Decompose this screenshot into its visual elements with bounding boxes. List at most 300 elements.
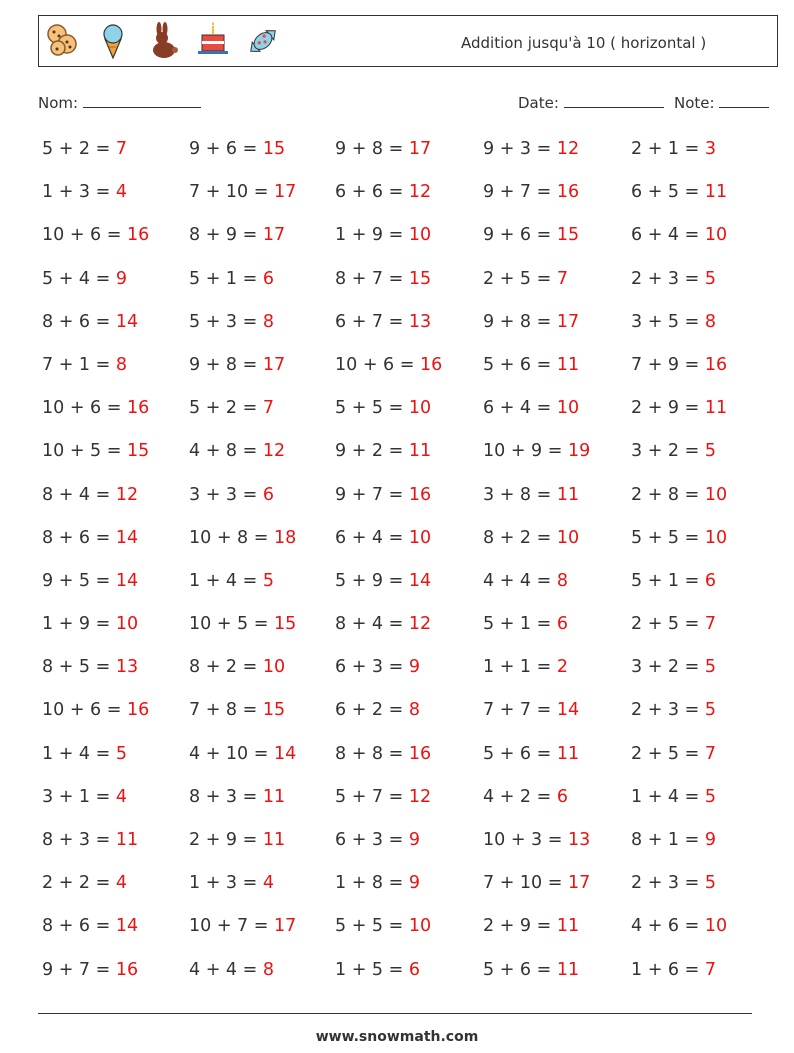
- problem-question: 8 + 7 =: [335, 268, 404, 289]
- problem-cell: [631, 657, 716, 677]
- problem-answer: 14: [115, 570, 139, 591]
- problem-question: 6 + 2 =: [335, 700, 404, 721]
- problem-cell: [335, 441, 431, 461]
- problem-answer: 15: [127, 441, 150, 462]
- problem-cell: [189, 916, 296, 936]
- problem-answer: 5: [704, 873, 717, 894]
- problem-question: 10 + 3 =: [483, 830, 563, 850]
- problem-answer: 11: [262, 830, 286, 850]
- problem-cell: [631, 960, 716, 980]
- problem-answer: 8: [262, 311, 275, 332]
- problem-cell: [189, 744, 296, 764]
- problem-question: 3 + 3 =: [189, 484, 258, 505]
- date-label: Date:: [518, 94, 559, 112]
- problem-answer: 13: [115, 657, 139, 678]
- problem-answer: 11: [556, 959, 580, 980]
- problem-question: 9 + 8 =: [189, 354, 258, 375]
- problem-cell: [189, 441, 285, 461]
- problem-question: 3 + 1 =: [42, 786, 111, 807]
- problem-question: 8 + 4 =: [42, 484, 111, 505]
- problem-question: 8 + 1 =: [631, 830, 700, 850]
- footer-divider: [38, 1013, 752, 1014]
- problem-question: 4 + 8 =: [189, 441, 258, 462]
- problem-cell: [335, 830, 420, 850]
- problem-question: 10 + 8 =: [189, 527, 269, 548]
- problem-question: 2 + 3 =: [631, 268, 700, 289]
- problem-cell: [189, 269, 274, 289]
- problem-question: 9 + 5 =: [42, 570, 111, 591]
- problem-question: 8 + 4 =: [335, 614, 404, 635]
- problem-cell: [335, 528, 431, 548]
- problem-answer: 4: [115, 786, 128, 807]
- problem-answer: 16: [556, 182, 580, 203]
- problem-answer: 11: [704, 398, 728, 419]
- name-label: Nom:: [38, 94, 79, 112]
- problem-answer: 9: [408, 873, 421, 894]
- problem-cell: [483, 312, 579, 332]
- name-field[interactable]: [38, 93, 201, 112]
- problem-cell: [189, 614, 296, 634]
- problem-question: 1 + 3 =: [189, 873, 258, 894]
- problem-answer: 10: [408, 225, 432, 246]
- problem-answer: 10: [408, 398, 432, 419]
- name-line: [83, 93, 201, 108]
- problem-question: 8 + 8 =: [335, 743, 404, 764]
- problem-answer: 17: [262, 354, 286, 375]
- problem-answer: 17: [262, 225, 286, 246]
- problem-question: 5 + 2 =: [189, 398, 258, 419]
- problem-cell: [483, 787, 568, 807]
- problem-question: 3 + 2 =: [631, 441, 700, 462]
- problem-cell: [42, 571, 138, 591]
- problem-question: 2 + 9 =: [631, 398, 700, 419]
- problem-cell: [631, 269, 716, 289]
- problem-answer: 7: [704, 614, 717, 635]
- problem-question: 3 + 8 =: [483, 484, 552, 505]
- problem-cell: [335, 571, 431, 591]
- problem-answer: 8: [262, 959, 275, 980]
- problem-answer: 5: [704, 268, 717, 289]
- problem-question: 7 + 7 =: [483, 700, 552, 721]
- problem-cell: [42, 700, 149, 720]
- problem-question: 8 + 6 =: [42, 916, 111, 937]
- problem-question: 2 + 5 =: [483, 268, 552, 289]
- problem-cell: [631, 485, 727, 505]
- problem-cell: [189, 960, 274, 980]
- problem-answer: 8: [408, 700, 421, 721]
- problem-cell: [483, 916, 579, 936]
- problem-cell: [335, 873, 420, 893]
- problem-question: 10 + 6 =: [335, 354, 415, 375]
- problem-answer: 7: [704, 743, 717, 764]
- note-field[interactable]: [674, 93, 769, 112]
- problem-cell: [335, 312, 431, 332]
- problem-answer: 11: [556, 916, 580, 937]
- problem-cell: [42, 787, 127, 807]
- problem-cell: [335, 139, 431, 159]
- candy-icon: [245, 22, 281, 60]
- problem-cell: [335, 398, 431, 418]
- problem-question: 5 + 2 =: [42, 139, 111, 159]
- problem-cell: [483, 657, 568, 677]
- problem-question: 10 + 6 =: [42, 700, 122, 721]
- problem-answer: 10: [704, 225, 728, 246]
- problem-question: 6 + 6 =: [335, 182, 404, 203]
- problem-answer: 15: [262, 139, 286, 159]
- problem-cell: [42, 830, 138, 850]
- problem-cell: [189, 830, 285, 850]
- problem-question: 2 + 3 =: [631, 700, 700, 721]
- problem-question: 1 + 4 =: [42, 743, 111, 764]
- problem-cell: [483, 441, 590, 461]
- problem-cell: [42, 312, 138, 332]
- problem-question: 7 + 10 =: [483, 873, 563, 894]
- problem-answer: 15: [262, 700, 286, 721]
- problem-cell: [483, 700, 579, 720]
- cookies-icon: [45, 22, 81, 60]
- problem-cell: [335, 700, 420, 720]
- problem-cell: [335, 614, 431, 634]
- problem-answer: 15: [408, 268, 432, 289]
- problem-cell: [42, 398, 149, 418]
- problem-cell: [42, 139, 127, 159]
- problem-answer: 17: [408, 139, 432, 159]
- problem-answer: 6: [262, 268, 275, 289]
- problem-cell: [483, 355, 579, 375]
- problem-question: 10 + 6 =: [42, 225, 122, 246]
- problem-answer: 16: [704, 354, 728, 375]
- problem-answer: 17: [556, 311, 580, 332]
- problem-question: 4 + 4 =: [483, 570, 552, 591]
- problem-question: 9 + 7 =: [483, 182, 552, 203]
- problem-question: 5 + 6 =: [483, 354, 552, 375]
- problem-cell: [335, 916, 431, 936]
- problem-answer: 14: [556, 700, 580, 721]
- problem-answer: 15: [274, 614, 297, 635]
- problem-question: 4 + 10 =: [189, 743, 269, 764]
- problem-cell: [42, 614, 138, 634]
- header-box: [38, 15, 778, 67]
- problem-cell: [189, 312, 274, 332]
- problem-cell: [631, 441, 716, 461]
- problem-answer: 10: [556, 527, 580, 548]
- date-line: [564, 93, 664, 108]
- problem-question: 8 + 3 =: [42, 830, 111, 850]
- cake-icon: [195, 22, 231, 60]
- problem-answer: 14: [115, 916, 139, 937]
- problem-question: 3 + 2 =: [631, 657, 700, 678]
- problem-question: 3 + 5 =: [631, 311, 700, 332]
- problem-cell: [335, 355, 442, 375]
- problem-cell: [189, 225, 285, 245]
- problem-cell: [335, 787, 431, 807]
- problem-answer: 10: [704, 527, 728, 548]
- problem-question: 9 + 7 =: [335, 484, 404, 505]
- problem-question: 5 + 1 =: [189, 268, 258, 289]
- problem-cell: [42, 744, 127, 764]
- problem-cell: [189, 787, 285, 807]
- problem-answer: 11: [408, 441, 432, 462]
- problem-cell: [483, 571, 568, 591]
- problem-question: 9 + 2 =: [335, 441, 404, 462]
- problem-question: 9 + 6 =: [189, 139, 258, 159]
- problem-answer: 12: [408, 614, 432, 635]
- problem-question: 1 + 4 =: [189, 570, 258, 591]
- problem-cell: [189, 182, 296, 202]
- problem-answer: 9: [115, 268, 128, 289]
- ice-cream-icon: [95, 22, 131, 60]
- problem-question: 9 + 6 =: [483, 225, 552, 246]
- problem-question: 2 + 8 =: [631, 484, 700, 505]
- problem-cell: [189, 700, 285, 720]
- problem-question: 5 + 7 =: [335, 786, 404, 807]
- problem-answer: 7: [115, 139, 128, 159]
- problem-question: 6 + 3 =: [335, 657, 404, 678]
- problem-cell: [631, 225, 727, 245]
- problem-answer: 6: [556, 614, 569, 635]
- note-label: Note:: [674, 94, 715, 112]
- problem-question: 10 + 5 =: [42, 441, 122, 462]
- problem-question: 10 + 7 =: [189, 916, 269, 937]
- problem-answer: 11: [556, 743, 580, 764]
- problem-cell: [483, 139, 579, 159]
- problem-cell: [42, 441, 149, 461]
- problem-cell: [42, 225, 149, 245]
- problem-cell: [483, 830, 590, 850]
- problem-answer: 12: [262, 441, 286, 462]
- problem-answer: 11: [556, 354, 580, 375]
- problem-question: 6 + 4 =: [631, 225, 700, 246]
- problem-cell: [631, 916, 727, 936]
- problem-cell: [189, 398, 274, 418]
- problem-cell: [631, 312, 716, 332]
- problem-answer: 10: [262, 657, 286, 678]
- problem-answer: 16: [420, 354, 443, 375]
- problem-answer: 5: [704, 441, 717, 462]
- problem-answer: 12: [115, 484, 139, 505]
- problem-answer: 16: [408, 484, 432, 505]
- problem-question: 5 + 4 =: [42, 268, 111, 289]
- problem-cell: [189, 657, 285, 677]
- problem-cell: [42, 269, 127, 289]
- problem-answer: 7: [556, 268, 569, 289]
- problem-question: 2 + 5 =: [631, 614, 700, 635]
- problem-answer: 6: [408, 959, 421, 980]
- problem-question: 5 + 5 =: [335, 916, 404, 937]
- problem-cell: [335, 744, 431, 764]
- problem-answer: 6: [262, 484, 275, 505]
- problem-answer: 12: [556, 139, 580, 159]
- problem-cell: [189, 528, 296, 548]
- problem-question: 7 + 10 =: [189, 182, 269, 203]
- problem-answer: 6: [704, 570, 717, 591]
- problem-question: 9 + 3 =: [483, 139, 552, 159]
- problem-answer: 17: [274, 182, 297, 203]
- problem-question: 5 + 6 =: [483, 743, 552, 764]
- problem-cell: [631, 398, 727, 418]
- problem-question: 8 + 6 =: [42, 527, 111, 548]
- problem-cell: [631, 744, 716, 764]
- problem-answer: 13: [568, 830, 591, 850]
- problem-answer: 16: [115, 959, 139, 980]
- problem-cell: [335, 225, 431, 245]
- problem-question: 7 + 1 =: [42, 354, 111, 375]
- problem-question: 2 + 5 =: [631, 743, 700, 764]
- problem-answer: 11: [556, 484, 580, 505]
- bunny-icon: [145, 22, 181, 60]
- problem-cell: [42, 355, 127, 375]
- problem-answer: 11: [704, 182, 728, 203]
- problem-answer: 7: [704, 959, 717, 980]
- problem-cell: [42, 657, 138, 677]
- problem-question: 5 + 1 =: [631, 570, 700, 591]
- problem-cell: [42, 873, 127, 893]
- problem-cell: [189, 571, 274, 591]
- problem-answer: 16: [127, 700, 150, 721]
- problem-answer: 12: [408, 786, 432, 807]
- problem-question: 9 + 7 =: [42, 959, 111, 980]
- problem-cell: [631, 787, 716, 807]
- problem-answer: 7: [262, 398, 275, 419]
- problem-answer: 10: [704, 484, 728, 505]
- problem-question: 8 + 9 =: [189, 225, 258, 246]
- problem-question: 2 + 9 =: [483, 916, 552, 937]
- problem-cell: [483, 744, 579, 764]
- problem-cell: [631, 700, 716, 720]
- problem-question: 4 + 6 =: [631, 916, 700, 937]
- problem-answer: 10: [115, 614, 139, 635]
- problem-answer: 19: [568, 441, 591, 462]
- problem-question: 7 + 8 =: [189, 700, 258, 721]
- problem-cell: [335, 657, 420, 677]
- problem-answer: 11: [115, 830, 139, 850]
- problem-question: 5 + 6 =: [483, 959, 552, 980]
- problem-cell: [483, 269, 568, 289]
- problem-answer: 10: [408, 527, 432, 548]
- problem-question: 5 + 9 =: [335, 570, 404, 591]
- problem-cell: [335, 182, 431, 202]
- problem-answer: 4: [262, 873, 275, 894]
- problem-question: 4 + 2 =: [483, 786, 552, 807]
- problem-question: 9 + 8 =: [483, 311, 552, 332]
- problem-cell: [483, 182, 579, 202]
- problem-question: 1 + 3 =: [42, 182, 111, 203]
- problem-answer: 18: [274, 527, 297, 548]
- problem-answer: 8: [556, 570, 569, 591]
- problem-answer: 17: [568, 873, 591, 894]
- problem-cell: [483, 960, 579, 980]
- problem-question: 2 + 9 =: [189, 830, 258, 850]
- problem-answer: 14: [115, 311, 139, 332]
- problem-cell: [483, 614, 568, 634]
- problem-question: 10 + 9 =: [483, 441, 563, 462]
- problem-answer: 5: [704, 786, 717, 807]
- problem-question: 8 + 2 =: [483, 527, 552, 548]
- problem-answer: 9: [408, 830, 421, 850]
- date-field[interactable]: [518, 93, 664, 112]
- problem-question: 8 + 6 =: [42, 311, 111, 332]
- problem-answer: 5: [262, 570, 275, 591]
- problem-question: 5 + 3 =: [189, 311, 258, 332]
- problem-question: 6 + 7 =: [335, 311, 404, 332]
- problem-cell: [189, 873, 274, 893]
- problem-cell: [42, 916, 138, 936]
- problem-cell: [42, 960, 138, 980]
- problem-answer: 14: [115, 527, 139, 548]
- problem-answer: 3: [704, 139, 717, 159]
- problem-cell: [631, 139, 716, 159]
- problem-question: 1 + 8 =: [335, 873, 404, 894]
- problem-answer: 14: [274, 743, 297, 764]
- problem-cell: [189, 485, 274, 505]
- problem-question: 5 + 5 =: [631, 527, 700, 548]
- problem-question: 8 + 2 =: [189, 657, 258, 678]
- problem-cell: [483, 485, 579, 505]
- problem-answer: 10: [556, 398, 580, 419]
- problem-answer: 5: [115, 743, 128, 764]
- problem-cell: [42, 182, 127, 202]
- worksheet-title: Addition jusqu'à 10 ( horizontal ): [461, 34, 707, 52]
- problem-question: 1 + 6 =: [631, 959, 700, 980]
- problem-answer: 11: [262, 786, 286, 807]
- problem-answer: 16: [408, 743, 432, 764]
- problem-answer: 8: [115, 354, 128, 375]
- problem-cell: [631, 528, 727, 548]
- problem-question: 2 + 2 =: [42, 873, 111, 894]
- problem-answer: 10: [408, 916, 432, 937]
- problem-cell: [483, 398, 579, 418]
- problem-cell: [335, 485, 431, 505]
- problem-answer: 9: [408, 657, 421, 678]
- problem-question: 1 + 1 =: [483, 657, 552, 678]
- problem-answer: 10: [704, 916, 728, 937]
- problem-answer: 8: [704, 311, 717, 332]
- problem-answer: 9: [704, 830, 717, 850]
- problem-cell: [631, 614, 716, 634]
- problem-question: 10 + 6 =: [42, 398, 122, 419]
- problem-answer: 5: [704, 657, 717, 678]
- problem-answer: 13: [408, 311, 432, 332]
- problem-question: 8 + 5 =: [42, 657, 111, 678]
- problem-answer: 16: [127, 398, 150, 419]
- problem-cell: [335, 269, 431, 289]
- problem-question: 7 + 9 =: [631, 354, 700, 375]
- problem-cell: [483, 528, 579, 548]
- problem-question: 4 + 4 =: [189, 959, 258, 980]
- problem-answer: 4: [115, 873, 128, 894]
- problem-cell: [483, 873, 590, 893]
- problem-question: 1 + 9 =: [42, 614, 111, 635]
- problem-answer: 2: [556, 657, 569, 678]
- problem-question: 6 + 5 =: [631, 182, 700, 203]
- problem-cell: [189, 139, 285, 159]
- problem-question: 6 + 3 =: [335, 830, 404, 850]
- problem-cell: [631, 182, 727, 202]
- problem-question: 2 + 3 =: [631, 873, 700, 894]
- problem-answer: 14: [408, 570, 432, 591]
- problem-answer: 15: [556, 225, 580, 246]
- problem-question: 8 + 3 =: [189, 786, 258, 807]
- icon-strip: [45, 22, 281, 60]
- problem-question: 1 + 9 =: [335, 225, 404, 246]
- problem-cell: [42, 485, 138, 505]
- problem-question: 6 + 4 =: [335, 527, 404, 548]
- footer-url: www.snowmath.com: [315, 1029, 479, 1045]
- problem-cell: [631, 830, 716, 850]
- problem-cell: [631, 873, 716, 893]
- problem-answer: 6: [556, 786, 569, 807]
- problem-question: 5 + 5 =: [335, 398, 404, 419]
